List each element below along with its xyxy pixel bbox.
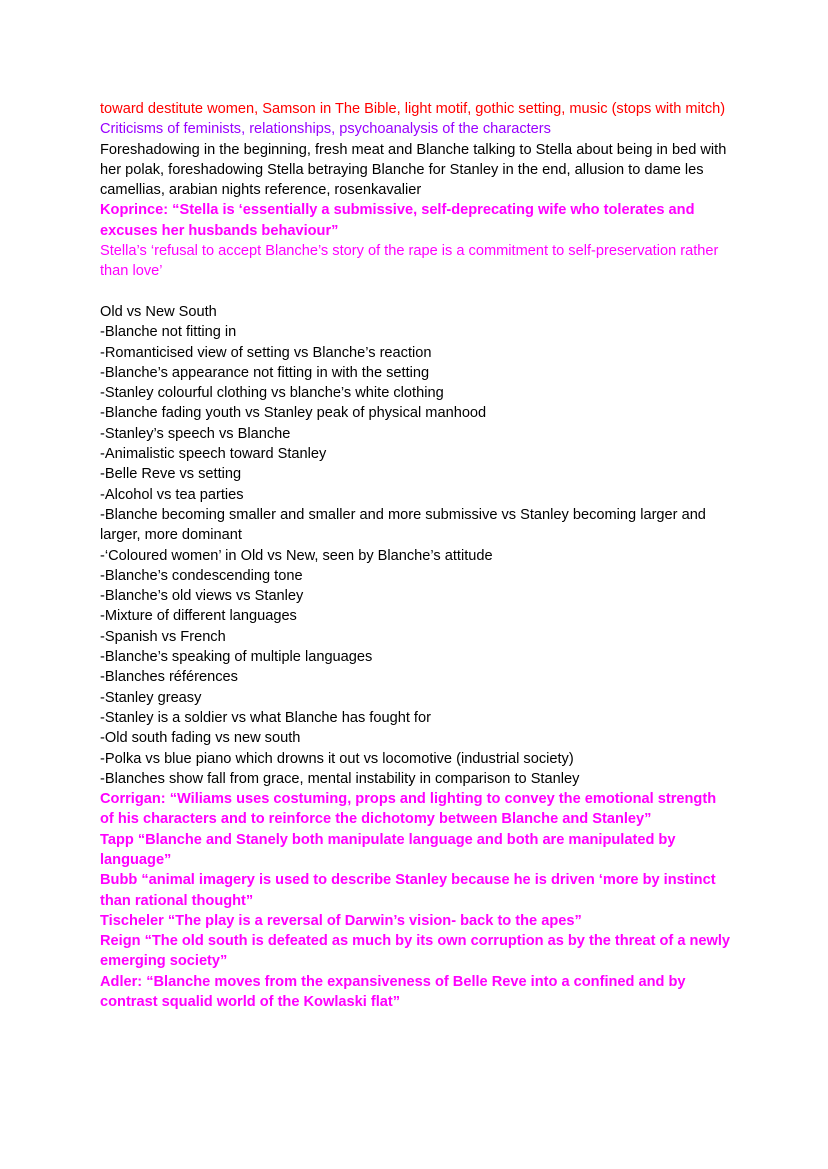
koprince-quote: Koprince: “Stella is ‘essentially a submissive, self-deprecating wife who tolerates and excuses her husbands behaviour” <box>100 202 695 239</box>
list-item: -Blanche’s condescending tone <box>100 567 303 584</box>
document-page <box>100 99 732 1012</box>
criticisms-line: Criticisms of feminists, relationships, psychoanalysis of the characters <box>100 121 551 138</box>
list-item: -Belle Reve vs setting <box>100 466 242 483</box>
list-item: -Old south fading vs new south <box>100 730 301 747</box>
section-heading: Old vs New South <box>100 303 217 320</box>
list-item: -Alcohol vs tea parties <box>100 486 244 503</box>
list-item: -Blanche not fitting in <box>100 324 237 341</box>
list-item: -Blanche’s speaking of multiple languages <box>100 649 373 666</box>
list-item: -Romanticised view of setting vs Blanche’s reaction <box>100 344 432 361</box>
list-item: -Stanley is a soldier vs what Blanche has fought for <box>100 709 431 726</box>
list-item: -Stanley greasy <box>100 689 202 706</box>
reign-quote: Reign “The old south is defeated as much by its own corruption as by the threat of a newly emerging society” <box>100 933 731 970</box>
bubb-quote: Bubb “animal imagery is used to describe Stanley because he is driven ‘more by instinct than rational thought” <box>100 872 716 909</box>
blank-line <box>100 282 732 302</box>
list-item: -Spanish vs French <box>100 628 226 645</box>
corrigan-quote: Corrigan: “Wiliams uses costuming, props and lighting to convey the emotional strength of his characters and to reinforce the dichotomy between Blanche and Stanley” <box>100 791 717 828</box>
tischeler-quote: Tischeler “The play is a reversal of Darwin’s vision- back to the apes” <box>100 912 582 929</box>
list-item: -Blanche’s appearance not fitting in with the setting <box>100 364 430 381</box>
list-item: -Blanche fading youth vs Stanley peak of physical manhood <box>100 405 487 422</box>
list-item: -Stanley colourful clothing vs blanche’s white clothing <box>100 385 444 402</box>
points-list <box>100 322 732 789</box>
adler-quote: Adler: “Blanche moves from the expansiveness of Belle Reve into a confined and by contrast squalid world of the Kowlaski flat” <box>100 973 686 1011</box>
list-item: -‘Coloured women’ in Old vs New, seen by Blanche’s attitude <box>100 547 493 564</box>
stella-refusal-quote: Stella’s ‘refusal to accept Blanche’s story of the rape is a commitment to self-preservation rather than love’ <box>100 243 719 280</box>
list-item: -Animalistic speech toward Stanley <box>100 446 327 463</box>
red-notes-line: toward destitute women, Samson in The Bible, light motif, gothic setting, music (stops with mitch) <box>100 101 726 117</box>
list-item: -Polka vs blue piano which drowns it out vs locomotive (industrial society) <box>100 750 574 767</box>
list-item: -Mixture of different languages <box>100 608 297 625</box>
foreshadowing-paragraph: Foreshadowing in the beginning, fresh meat and Blanche talking to Stella about being in bed with her polak, foreshadowing Stella betraying Blanche for Stanley in the end, allusion to dame les camellias, arabian nights reference, rosenkavalier <box>100 141 727 199</box>
list-item: -Stanley’s speech vs Blanche <box>100 425 291 442</box>
list-item: -Blanches références <box>100 669 238 686</box>
list-item: -Blanche becoming smaller and smaller and more submissive vs Stanley becoming larger and larger, more dominant <box>100 506 706 544</box>
tapp-quote: Tapp “Blanche and Stanely both manipulate language and both are manipulated by language” <box>100 831 676 868</box>
list-item: -Blanche’s old views vs Stanley <box>100 588 304 605</box>
list-item: -Blanches show fall from grace, mental instability in comparison to Stanley <box>100 770 580 787</box>
critic-quotes <box>100 789 732 1012</box>
